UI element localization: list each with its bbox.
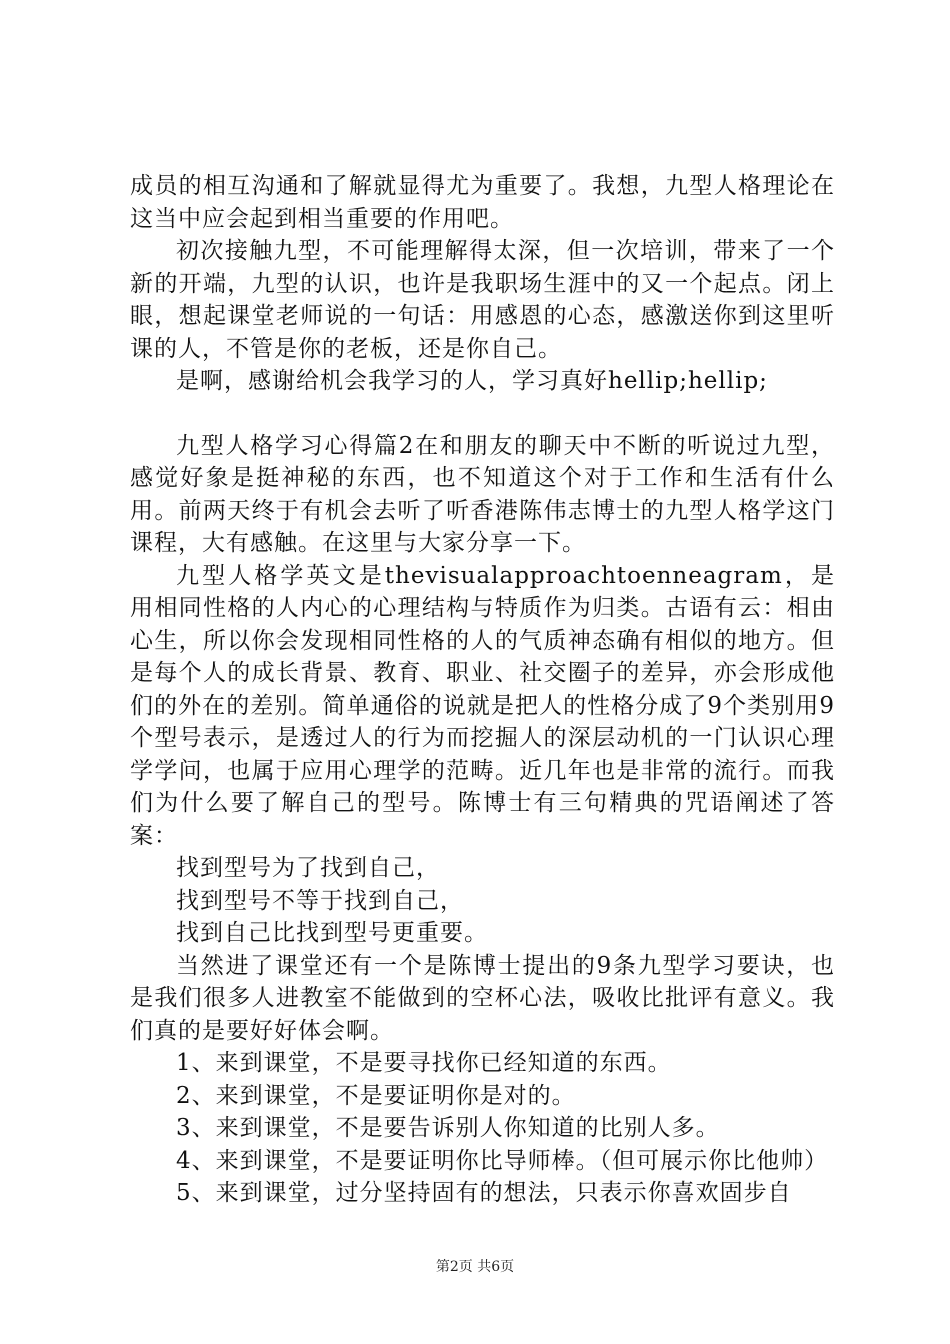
paragraph-section-2-intro: 九型人格学习心得篇2在和朋友的聊天中不断的听说过九型，感觉好象是挺神秘的东西，也不知道这个对于工作和生活有什么用。前两天终于有机会去听了听香港陈伟志博士的九型人格学这门课程，大有感触。在这里与大家分享一下。 (130, 432, 835, 556)
mantra-line-2: 找到型号不等于找到自己， (176, 887, 464, 914)
mantra-line-3: 找到自己比找到型号更重要。 (176, 920, 488, 946)
document-body (130, 170, 835, 1210)
paragraph-first-contact: 初次接触九型，不可能理解得太深，但一次培训，带来了一个新的开端，九型的认识，也许是我职场生涯中的又一个起点。闭上眼，想起课堂老师说的一句话：用感恩的心态，感激送你到这里听课的人，不管是你的老板，还是你自己。 (130, 238, 835, 362)
paragraph-nine-rules-intro: 当然进了课堂还有一个是陈博士提出的9条九型学习要诀，也是我们很多人进教室不能做到的空杯心法，吸收比批评有意义。我们真的是要好好体会啊。 (130, 952, 835, 1044)
paragraph-spacer (130, 398, 835, 430)
mantra-line-1: 找到型号为了找到自己， (176, 855, 440, 881)
list-item-rule-3: 3、来到课堂，不是要告诉别人你知道的比别人多。 (176, 1115, 720, 1141)
paragraph-enneagram-definition: 九型人格学英文是thevisualapproachtoenneagram，是用相同性格的人内心的心理结构与特质作为归类。古语有云：相由心生，所以你会发现相同性格的人的气质神态确有相似的地方。但是每个人的成长背景、教育、职业、社交圈子的差异，亦会形成他们的外在的差别。简单通俗的说就是把人的性格分成了9个类别用9个型号表示，是透过人的行为而挖掘人的深层动机的一门认识心理学学问，也属于应用心理学的范畴。近几年也是非常的流行。而我们为什么要了解自己的型号。陈博士有三句精典的咒语阐述了答案： (130, 562, 835, 849)
paragraph-continuation: 成员的相互沟通和了解就显得尤为重要了。我想，九型人格理论在这当中应会起到相当重要的作用吧。 (130, 173, 835, 232)
list-item-rule-4: 4、来到课堂，不是要证明你比导师棒。（但可展示你比他帅） (176, 1147, 829, 1174)
list-item-rule-1: 1、来到课堂，不是要寻找你已经知道的东西。 (176, 1050, 672, 1076)
list-item-rule-2: 2、来到课堂，不是要证明你是对的。 (176, 1082, 576, 1109)
paragraph-thanks: 是啊，感谢给机会我学习的人，学习真好hellip;hellip; (176, 368, 768, 394)
page-number-footer: 第2页 共6页 (435, 1259, 515, 1275)
list-item-rule-5: 5、来到课堂，过分坚持固有的想法，只表示你喜欢固步自 (176, 1180, 792, 1206)
